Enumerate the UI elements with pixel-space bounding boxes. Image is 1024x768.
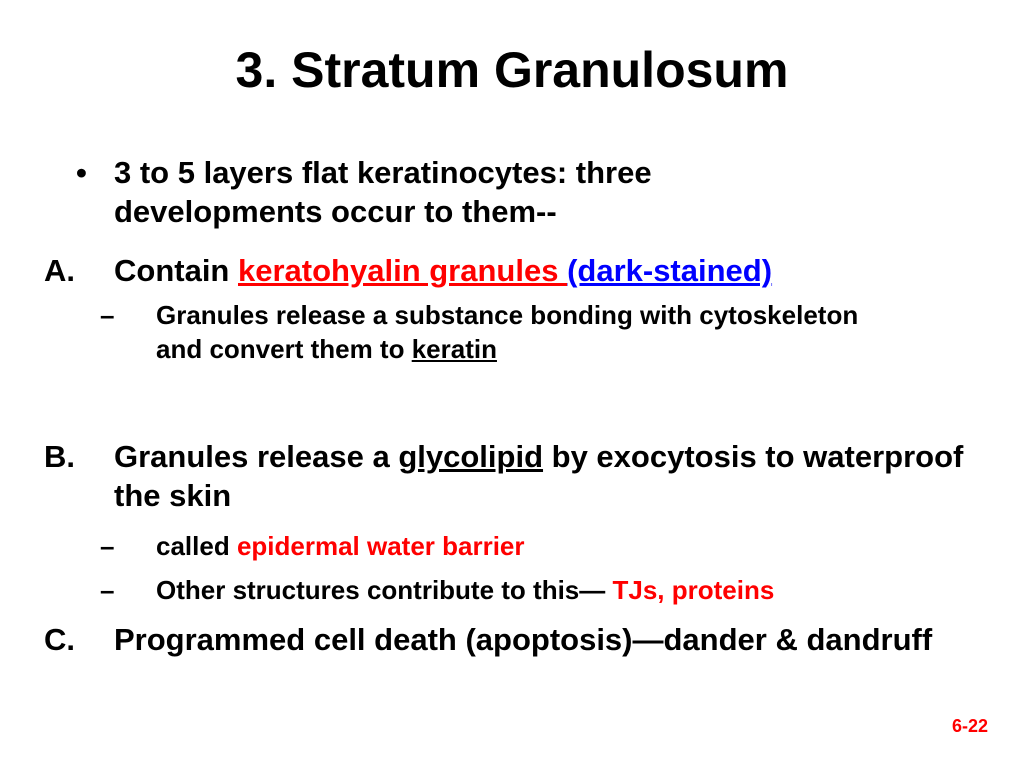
item-b-sub-1-text [156,529,976,563]
dash-marker: – [100,531,115,561]
item-a-sub-pre: Granules release a substance bonding with cytoskeleton and convert them to [156,300,859,364]
bullet-intro-text: 3 to 5 layers flat keratinocytes: three developments occur to them-- [114,155,652,229]
item-b-sub-2-text [156,573,1006,607]
item-b-sub-2-pre: Other structures contribute to this— [156,575,613,605]
item-c-text: Programmed cell death (apoptosis)—dander & dandruff [114,622,933,657]
tjs-proteins: TJs, proteins [612,575,775,605]
item-b-post: by exocytosis to waterproof the skin [114,439,964,513]
item-b-pre: Granules release a [114,439,399,474]
keratohyalin-granules-link[interactable]: keratohyalin granules [238,253,568,288]
item-b-text [114,437,964,515]
item-a-marker: A. [44,253,75,288]
bullet-marker: • [76,155,87,190]
keratin-link[interactable]: keratin [411,334,497,364]
dark-stained-link[interactable]: (dark-stained) [567,253,773,288]
slide-number: 6-22 [951,716,988,736]
dash-marker: – [100,300,115,330]
item-c-marker: C. [44,622,75,657]
item-a-sub-text [156,298,876,366]
item-a-pre: Contain [114,253,238,288]
item-b-marker: B. [44,439,75,474]
item-a-text [114,251,994,290]
glycolipid-link[interactable]: glycolipid [398,439,544,474]
slide-title: 3. Stratum Granulosum [235,42,789,98]
dash-marker: – [100,575,115,605]
epidermal-water-barrier: epidermal water barrier [236,531,525,561]
item-b-sub-1-pre: called [156,531,237,561]
